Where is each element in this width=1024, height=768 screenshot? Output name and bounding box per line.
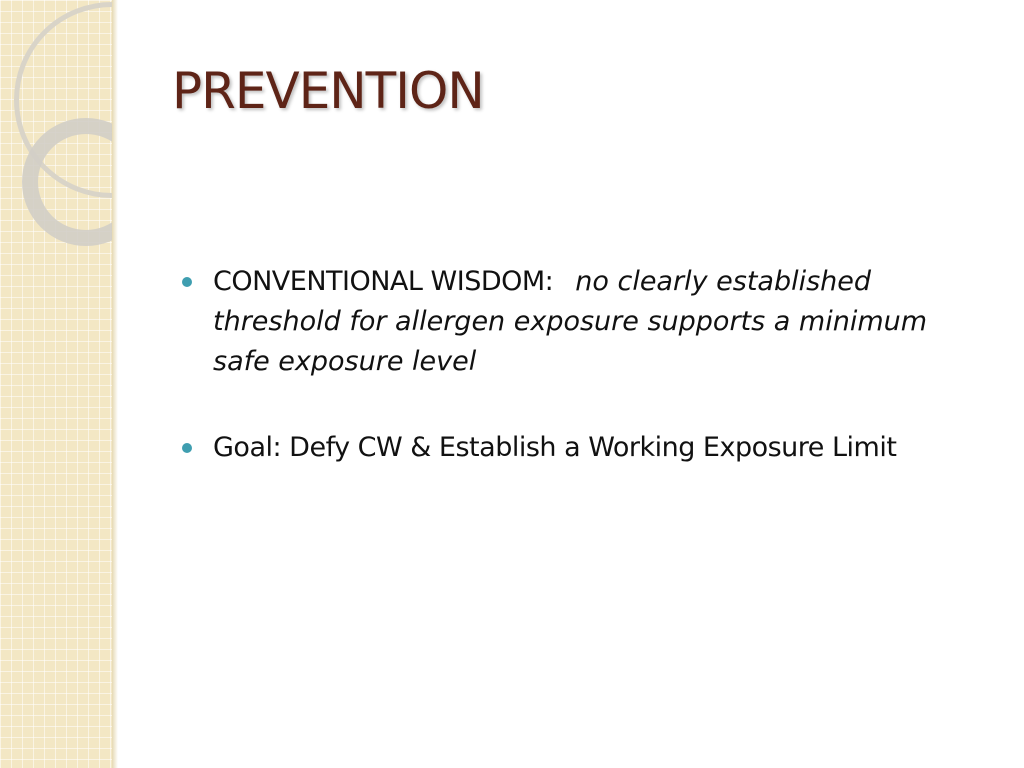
side-band-edge	[112, 0, 118, 768]
bullet-dot-icon	[182, 443, 192, 453]
bullet-detail-text: no clearly established threshold for allergen exposure supports a minimum safe exposure level	[213, 266, 928, 377]
bullet-item	[180, 428, 980, 468]
bullet-item	[180, 262, 980, 382]
bullet-lead-text: Goal: Defy CW & Establish a Working Exposure Limit	[213, 432, 897, 463]
bullet-dot-icon	[182, 277, 192, 287]
side-decoration-band	[0, 0, 112, 768]
bullet-list	[180, 262, 980, 468]
bullet-lead-text: CONVENTIONAL WISDOM:	[213, 266, 554, 297]
slide-title: PREVENTION	[172, 62, 484, 120]
